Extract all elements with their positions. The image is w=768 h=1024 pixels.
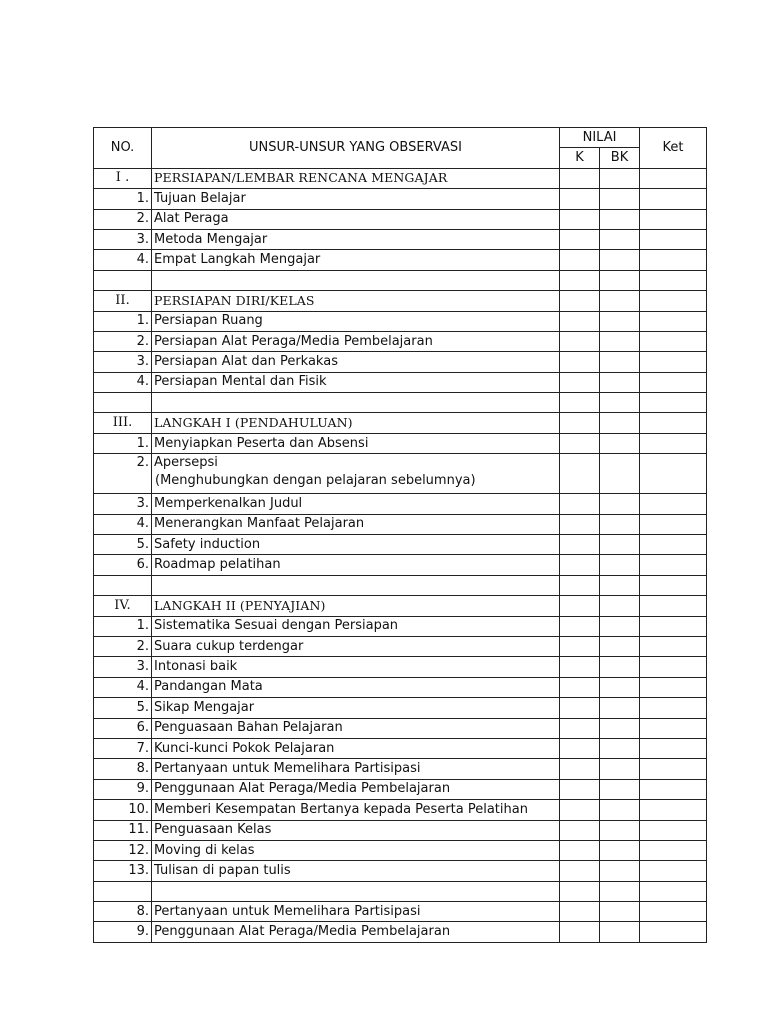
- ket-cell[interactable]: [640, 718, 707, 738]
- item-text: Penguasaan Bahan Pelajaran: [152, 718, 560, 738]
- score-k-cell[interactable]: [560, 535, 600, 555]
- ket-cell[interactable]: [640, 250, 707, 270]
- item-number: 9.: [94, 922, 152, 942]
- item-number: 2.: [94, 331, 152, 351]
- ket-cell[interactable]: [640, 352, 707, 372]
- empty-cell: [94, 575, 152, 595]
- ket-cell[interactable]: [640, 575, 707, 595]
- ket-cell[interactable]: [640, 291, 707, 311]
- spacer-row: [94, 270, 707, 290]
- table-row: [94, 616, 707, 636]
- score-bk-cell[interactable]: [600, 535, 640, 555]
- table-row: [94, 454, 707, 494]
- table-row: [94, 840, 707, 860]
- item-text: Safety induction: [152, 535, 560, 555]
- score-k-cell[interactable]: [560, 229, 600, 249]
- item-number: 3.: [94, 229, 152, 249]
- ket-cell[interactable]: [640, 657, 707, 677]
- table-row: [94, 718, 707, 738]
- empty-cell: [152, 881, 560, 901]
- item-text: Persiapan Mental dan Fisik: [152, 372, 560, 392]
- score-bk-cell[interactable]: [600, 575, 640, 595]
- item-number: 8.: [94, 902, 152, 922]
- section-row: [94, 596, 707, 616]
- item-number: 1.: [94, 311, 152, 331]
- table-row: [94, 250, 707, 270]
- score-bk-cell[interactable]: [600, 291, 640, 311]
- item-number: 2.: [94, 636, 152, 656]
- section-title: PERSIAPAN DIRI/KELAS: [152, 291, 560, 311]
- ket-cell[interactable]: [640, 514, 707, 534]
- empty-cell: [94, 881, 152, 901]
- score-k-cell[interactable]: [560, 616, 600, 636]
- score-k-cell[interactable]: [560, 555, 600, 575]
- item-text: Memperkenalkan Judul: [152, 494, 560, 514]
- ket-cell[interactable]: [640, 677, 707, 697]
- item-text: Pertanyaan untuk Memelihara Partisipasi: [152, 902, 560, 922]
- score-bk-cell[interactable]: [600, 596, 640, 616]
- score-k-cell[interactable]: [560, 352, 600, 372]
- table-row: [94, 352, 707, 372]
- item-number: 6.: [94, 718, 152, 738]
- section-row: [94, 413, 707, 433]
- observation-table: [93, 127, 707, 943]
- empty-cell: [94, 393, 152, 413]
- item-text: Roadmap pelatihan: [152, 555, 560, 575]
- table-row: [94, 677, 707, 697]
- score-k-cell[interactable]: [560, 291, 600, 311]
- item-number: 6.: [94, 555, 152, 575]
- ket-cell[interactable]: [640, 413, 707, 433]
- item-text: Moving di kelas: [152, 840, 560, 860]
- score-k-cell[interactable]: [560, 494, 600, 514]
- item-number: 4.: [94, 250, 152, 270]
- item-text: Persiapan Alat Peraga/Media Pembelajaran: [152, 331, 560, 351]
- item-subtext: (Menghubungkan dengan pelajaran sebelumnya): [155, 473, 476, 489]
- score-bk-cell[interactable]: [600, 413, 640, 433]
- table-row: [94, 902, 707, 922]
- score-bk-cell[interactable]: [600, 677, 640, 697]
- ket-cell[interactable]: [640, 738, 707, 758]
- section-row: [94, 291, 707, 311]
- item-text: Persiapan Ruang: [152, 311, 560, 331]
- ket-cell[interactable]: [640, 636, 707, 656]
- score-bk-cell[interactable]: [600, 555, 640, 575]
- item-number: 1.: [94, 189, 152, 209]
- item-number: 5.: [94, 535, 152, 555]
- score-bk-cell[interactable]: [600, 698, 640, 718]
- ket-cell[interactable]: [640, 372, 707, 392]
- score-bk-cell[interactable]: [600, 433, 640, 453]
- observation-sheet: [93, 127, 706, 943]
- item-number: 12.: [94, 840, 152, 860]
- item-number: 3.: [94, 494, 152, 514]
- table-row: [94, 433, 707, 453]
- ket-cell[interactable]: [640, 311, 707, 331]
- score-k-cell[interactable]: [560, 372, 600, 392]
- score-k-cell[interactable]: [560, 698, 600, 718]
- score-k-cell[interactable]: [560, 718, 600, 738]
- item-text: Intonasi baik: [152, 657, 560, 677]
- score-bk-cell[interactable]: [600, 759, 640, 779]
- table-row: [94, 555, 707, 575]
- table-row: [94, 698, 707, 718]
- empty-cell: [152, 270, 560, 290]
- empty-cell: [94, 270, 152, 290]
- item-number: 11.: [94, 820, 152, 840]
- score-bk-cell[interactable]: [600, 616, 640, 636]
- item-number: 1.: [94, 616, 152, 636]
- score-bk-cell[interactable]: [600, 922, 640, 942]
- table-row: [94, 311, 707, 331]
- table-row: [94, 738, 707, 758]
- item-text: Menyiapkan Peserta dan Absensi: [152, 433, 560, 453]
- ket-cell[interactable]: [640, 881, 707, 901]
- table-row: [94, 209, 707, 229]
- score-bk-cell[interactable]: [600, 779, 640, 799]
- score-k-cell[interactable]: [560, 840, 600, 860]
- empty-cell: [152, 575, 560, 595]
- item-number: 4.: [94, 372, 152, 392]
- ket-cell[interactable]: [640, 209, 707, 229]
- score-bk-cell[interactable]: [600, 393, 640, 413]
- score-k-cell[interactable]: [560, 514, 600, 534]
- score-bk-cell[interactable]: [600, 270, 640, 290]
- item-number: 3.: [94, 352, 152, 372]
- table-row: [94, 372, 707, 392]
- item-text: Kunci-kunci Pokok Pelajaran: [152, 738, 560, 758]
- score-k-cell[interactable]: [560, 820, 600, 840]
- score-k-cell[interactable]: [560, 677, 600, 697]
- item-number: 9.: [94, 779, 152, 799]
- score-k-cell[interactable]: [560, 800, 600, 820]
- score-k-cell[interactable]: [560, 738, 600, 758]
- item-text: Metoda Mengajar: [152, 229, 560, 249]
- ket-cell[interactable]: [640, 759, 707, 779]
- header-nilai: NILAI: [560, 128, 640, 148]
- section-row: [94, 168, 707, 188]
- score-bk-cell[interactable]: [600, 861, 640, 881]
- item-text-multiline: [152, 454, 560, 494]
- score-bk-cell[interactable]: [600, 372, 640, 392]
- item-number: 4.: [94, 677, 152, 697]
- section-title: LANGKAH I (PENDAHULUAN): [152, 413, 560, 433]
- score-k-cell[interactable]: [560, 433, 600, 453]
- score-bk-cell[interactable]: [600, 902, 640, 922]
- ket-cell[interactable]: [640, 494, 707, 514]
- score-bk-cell[interactable]: [600, 718, 640, 738]
- score-bk-cell[interactable]: [600, 189, 640, 209]
- section-number: III.: [94, 413, 152, 433]
- ket-cell[interactable]: [640, 861, 707, 881]
- item-text: Sistematika Sesuai dengan Persiapan: [152, 616, 560, 636]
- score-bk-cell[interactable]: [600, 229, 640, 249]
- score-bk-cell[interactable]: [600, 168, 640, 188]
- spacer-row: [94, 575, 707, 595]
- item-text: Penggunaan Alat Peraga/Media Pembelajaran: [152, 922, 560, 942]
- score-bk-cell[interactable]: [600, 311, 640, 331]
- header-no: NO.: [94, 128, 152, 169]
- score-k-cell[interactable]: [560, 209, 600, 229]
- ket-cell[interactable]: [640, 433, 707, 453]
- ket-cell[interactable]: [640, 168, 707, 188]
- score-k-cell[interactable]: [560, 779, 600, 799]
- score-k-cell[interactable]: [560, 331, 600, 351]
- score-bk-cell[interactable]: [600, 738, 640, 758]
- ket-cell[interactable]: [640, 779, 707, 799]
- score-k-cell[interactable]: [560, 454, 600, 494]
- header-bk: BK: [600, 148, 640, 168]
- score-bk-cell[interactable]: [600, 494, 640, 514]
- item-number: 2.: [94, 454, 152, 494]
- table-header-row: [94, 128, 707, 148]
- item-number: 10.: [94, 800, 152, 820]
- ket-cell[interactable]: [640, 535, 707, 555]
- item-number: 4.: [94, 514, 152, 534]
- ket-cell[interactable]: [640, 840, 707, 860]
- item-number: 2.: [94, 209, 152, 229]
- ket-cell[interactable]: [640, 229, 707, 249]
- section-title: PERSIAPAN/LEMBAR RENCANA MENGAJAR: [152, 168, 560, 188]
- score-k-cell[interactable]: [560, 393, 600, 413]
- table-row: [94, 922, 707, 942]
- item-text: Tujuan Belajar: [152, 189, 560, 209]
- item-text: Suara cukup terdengar: [152, 636, 560, 656]
- score-bk-cell[interactable]: [600, 514, 640, 534]
- item-text: Menerangkan Manfaat Pelajaran: [152, 514, 560, 534]
- score-k-cell[interactable]: [560, 270, 600, 290]
- item-text: Penguasaan Kelas: [152, 820, 560, 840]
- ket-cell[interactable]: [640, 189, 707, 209]
- table-row: [94, 514, 707, 534]
- score-k-cell[interactable]: [560, 575, 600, 595]
- ket-cell[interactable]: [640, 393, 707, 413]
- ket-cell[interactable]: [640, 270, 707, 290]
- table-row: [94, 189, 707, 209]
- score-bk-cell[interactable]: [600, 331, 640, 351]
- score-k-cell[interactable]: [560, 413, 600, 433]
- table-row: [94, 494, 707, 514]
- item-text: Penggunaan Alat Peraga/Media Pembelajaran: [152, 779, 560, 799]
- table-row: [94, 657, 707, 677]
- score-k-cell[interactable]: [560, 311, 600, 331]
- item-number: 8.: [94, 759, 152, 779]
- header-k: K: [560, 148, 600, 168]
- score-k-cell[interactable]: [560, 861, 600, 881]
- item-number: 7.: [94, 738, 152, 758]
- spacer-row: [94, 881, 707, 901]
- item-number: 5.: [94, 698, 152, 718]
- header-unsur: UNSUR-UNSUR YANG OBSERVASI: [152, 128, 560, 169]
- score-bk-cell[interactable]: [600, 352, 640, 372]
- score-bk-cell[interactable]: [600, 800, 640, 820]
- table-row: [94, 229, 707, 249]
- ket-cell[interactable]: [640, 820, 707, 840]
- ket-cell[interactable]: [640, 800, 707, 820]
- item-text: Sikap Mengajar: [152, 698, 560, 718]
- ket-cell[interactable]: [640, 616, 707, 636]
- score-bk-cell[interactable]: [600, 881, 640, 901]
- table-row: [94, 820, 707, 840]
- table-row: [94, 331, 707, 351]
- score-k-cell[interactable]: [560, 759, 600, 779]
- score-bk-cell[interactable]: [600, 209, 640, 229]
- score-k-cell[interactable]: [560, 902, 600, 922]
- ket-cell[interactable]: [640, 331, 707, 351]
- item-number: 13.: [94, 861, 152, 881]
- item-number: 3.: [94, 657, 152, 677]
- ket-cell[interactable]: [640, 555, 707, 575]
- score-bk-cell[interactable]: [600, 636, 640, 656]
- item-number: 1.: [94, 433, 152, 453]
- item-text: Empat Langkah Mengajar: [152, 250, 560, 270]
- ket-cell[interactable]: [640, 922, 707, 942]
- section-number: I .: [94, 168, 152, 188]
- ket-cell[interactable]: [640, 698, 707, 718]
- section-number: IV.: [94, 596, 152, 616]
- item-text: Persiapan Alat dan Perkakas: [152, 352, 560, 372]
- header-ket: Ket: [640, 128, 707, 169]
- score-bk-cell[interactable]: [600, 454, 640, 494]
- score-k-cell[interactable]: [560, 250, 600, 270]
- item-text: Pandangan Mata: [152, 677, 560, 697]
- score-k-cell[interactable]: [560, 168, 600, 188]
- table-row: [94, 800, 707, 820]
- item-text: Tulisan di papan tulis: [152, 861, 560, 881]
- ket-cell[interactable]: [640, 454, 707, 494]
- table-row: [94, 779, 707, 799]
- section-title: LANGKAH II (PENYAJIAN): [152, 596, 560, 616]
- table-row: [94, 636, 707, 656]
- table-row: [94, 535, 707, 555]
- section-number: II.: [94, 291, 152, 311]
- item-text: Pertanyaan untuk Memelihara Partisipasi: [152, 759, 560, 779]
- item-text: Alat Peraga: [152, 209, 560, 229]
- item-text: Apersepsi: [154, 455, 218, 471]
- score-k-cell[interactable]: [560, 189, 600, 209]
- score-bk-cell[interactable]: [600, 250, 640, 270]
- spacer-row: [94, 393, 707, 413]
- score-k-cell[interactable]: [560, 657, 600, 677]
- ket-cell[interactable]: [640, 596, 707, 616]
- ket-cell[interactable]: [640, 902, 707, 922]
- table-row: [94, 759, 707, 779]
- score-bk-cell[interactable]: [600, 820, 640, 840]
- score-k-cell[interactable]: [560, 922, 600, 942]
- empty-cell: [152, 393, 560, 413]
- score-bk-cell[interactable]: [600, 840, 640, 860]
- score-k-cell[interactable]: [560, 636, 600, 656]
- score-k-cell[interactable]: [560, 881, 600, 901]
- item-text: Memberi Kesempatan Bertanya kepada Peserta Pelatihan: [152, 800, 560, 820]
- table-row: [94, 861, 707, 881]
- score-k-cell[interactable]: [560, 596, 600, 616]
- score-bk-cell[interactable]: [600, 657, 640, 677]
